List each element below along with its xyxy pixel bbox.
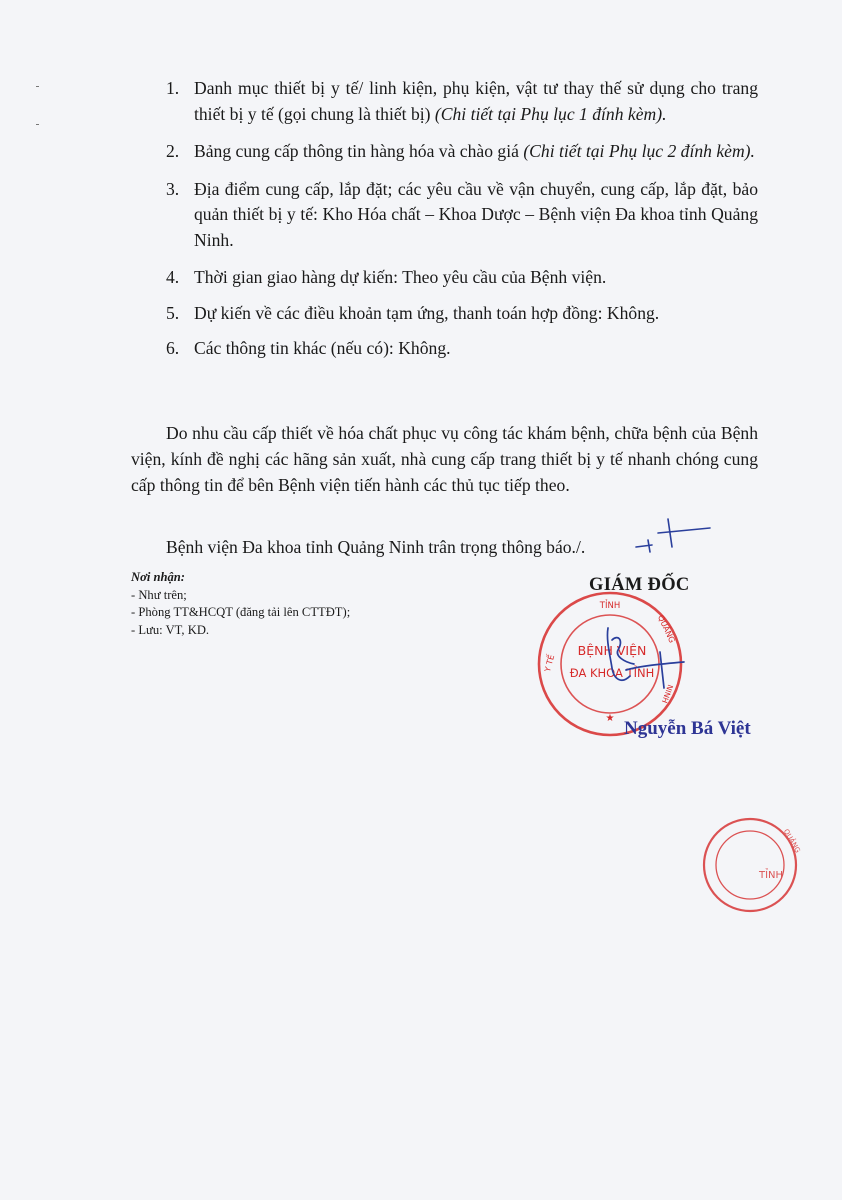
- partial-seal-text: TỈNH: [758, 870, 784, 881]
- item-text: Địa điểm cung cấp, lắp đặt; các yêu cầu về vận chuyển, cung cấp, lắp đặt, bảo quản thiết bị y tế: Kho Hóa chất – Khoa Dược – Bệnh viện Đa khoa tỉnh Quảng Ninh.: [194, 178, 758, 250]
- request-paragraph: Do nhu cầu cấp thiết về hóa chất phục vụ công tác khám bệnh, chữa bệnh của Bệnh viện, kính đề nghị các hãng sản xuất, nhà cung cấp trang thiết bị y tế nhanh chóng cung cấp thông tin để bên Bệnh viện tiến hành các thủ tục tiếp theo.: [131, 423, 758, 495]
- seal-star: ★: [605, 713, 615, 724]
- recipient-line: - Như trên;: [131, 587, 187, 602]
- item-text: Bảng cung cấp thông tin hàng hóa và chào giá: [194, 141, 524, 161]
- item-number: 5.: [166, 302, 180, 323]
- partial-seal-ring-right: QUẢNG: [781, 827, 802, 855]
- seal-line2: ĐA KHOA TỈNH: [569, 666, 655, 680]
- item-note: (Chi tiết tại Phụ lục 1 đính kèm).: [434, 103, 667, 124]
- seal-ring-top: TỈNH: [599, 601, 621, 611]
- item-number: 4.: [166, 267, 180, 287]
- partial-seal: [704, 819, 803, 911]
- recipient-line: - Phòng TT&HCQT (đăng tải lên CTTĐT);: [131, 605, 351, 619]
- item-number: 1.: [166, 78, 180, 98]
- seal-ring-right: QUẢNG: [655, 613, 677, 645]
- item-number: 6.: [166, 338, 180, 358]
- signer-role: GIÁM ĐỐC: [589, 575, 690, 595]
- recipient-line: - Lưu: VT, KD.: [131, 622, 210, 637]
- item-text: Các thông tin khác (nếu có): Không.: [194, 338, 451, 358]
- seal-line1: BỆNH VIỆN: [577, 643, 647, 658]
- seal-ring-left: Y TẾ: [542, 653, 557, 673]
- closing-paragraph: Bệnh viện Đa khoa tỉnh Quảng Ninh trân trọng thông báo./.: [166, 537, 586, 557]
- recipients-title: Nơi nhận:: [131, 570, 186, 584]
- item-text: Dự kiến về các điều khoản tạm ứng, thanh toán hợp đồng: Không.: [194, 302, 660, 323]
- initials-mark: [636, 519, 710, 552]
- signer-name: Nguyễn Bá Việt: [624, 718, 751, 739]
- item-number: 2.: [166, 141, 180, 161]
- item-number: 3.: [166, 178, 180, 199]
- item-text: Danh mục thiết bị y tế/ linh kiện, phụ kiện, vật tư thay thế sử dụng cho trang thiết bị y tế (gọi chung là thiết bị): [194, 78, 758, 124]
- item-note: (Chi tiết tại Phụ lục 2 đính kèm).: [523, 141, 755, 161]
- item-text: Thời gian giao hàng dự kiến: Theo yêu cầu của Bệnh viện.: [194, 267, 607, 287]
- seal-ring-right-lower: NINH: [659, 683, 675, 705]
